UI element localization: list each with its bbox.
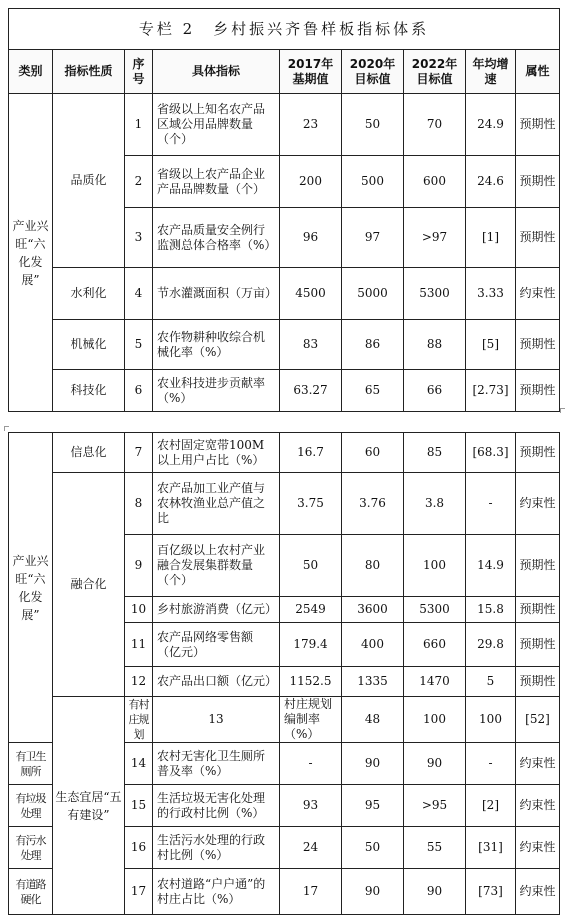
- nature-cell: 有卫生厕所: [9, 743, 53, 785]
- base-cell: 179.4: [280, 623, 342, 667]
- t2020-cell: 1335: [342, 667, 404, 697]
- nature-cell: 融合化: [53, 473, 125, 697]
- indicator-table-part2: [8, 432, 560, 915]
- t2020-cell: 50: [342, 94, 404, 156]
- growth-cell: 15.8: [466, 597, 516, 623]
- seq-cell: 7: [125, 433, 153, 473]
- indicator-cell: 百亿级以上农村产业融合发展集群数量（个）: [153, 535, 280, 597]
- indicator-cell: 省级以上知名农产品区域公用品牌数量（个）: [153, 94, 280, 156]
- base-cell: 83: [280, 320, 342, 370]
- seq-cell: 3: [125, 208, 153, 268]
- header-row: [9, 50, 560, 94]
- category-cell: 产业兴旺“六化发展”: [9, 94, 53, 412]
- table-row: [9, 473, 560, 535]
- header-category: 类别: [9, 50, 53, 94]
- t2020-cell: 5000: [342, 268, 404, 320]
- indicator-cell: 生活垃圾无害化处理的行政村比例（%）: [153, 785, 280, 827]
- base-cell: 16.7: [280, 433, 342, 473]
- growth-cell: 14.9: [466, 535, 516, 597]
- growth-cell: [1]: [466, 208, 516, 268]
- t2022-cell: 600: [404, 156, 466, 208]
- seq-cell: 8: [125, 473, 153, 535]
- t2020-cell: 90: [342, 869, 404, 915]
- indicator-cell: 农村固定宽带100M以上用户占比（%）: [153, 433, 280, 473]
- table-row: [9, 268, 560, 320]
- seq-cell: 1: [125, 94, 153, 156]
- indicator-table-part1: [8, 8, 560, 412]
- growth-cell: -: [466, 743, 516, 785]
- header-attribute: 属性: [516, 50, 560, 94]
- indicator-cell: 农产品网络零售额（亿元）: [153, 623, 280, 667]
- base-cell: 4500: [280, 268, 342, 320]
- table-row: [9, 433, 560, 473]
- growth-cell: [2]: [466, 785, 516, 827]
- base-cell: 3.75: [280, 473, 342, 535]
- nature-cell: 水利化: [53, 268, 125, 320]
- category-cell: 生态宜居“五有建设”: [53, 697, 125, 915]
- table-row: [9, 94, 560, 156]
- indicator-cell: 生活污水处理的行政村比例（%）: [153, 827, 280, 869]
- seq-cell: 5: [125, 320, 153, 370]
- attr-cell: 预期性: [516, 623, 560, 667]
- growth-cell: -: [466, 473, 516, 535]
- base-cell: 200: [280, 156, 342, 208]
- page-corner-mark: [560, 408, 565, 413]
- nature-cell: 科技化: [53, 370, 125, 412]
- seq-cell: 14: [125, 743, 153, 785]
- t2022-cell: 70: [404, 94, 466, 156]
- t2022-cell: 660: [404, 623, 466, 667]
- t2022-cell: 3.8: [404, 473, 466, 535]
- indicator-cell: 节水灌溉面积（万亩）: [153, 268, 280, 320]
- t2022-cell: 85: [404, 433, 466, 473]
- growth-cell: [31]: [466, 827, 516, 869]
- attr-cell: 预期性: [516, 156, 560, 208]
- indicator-cell: 村庄规划编制率（%）: [280, 697, 342, 743]
- indicator-cell: 农产品出口额（亿元）: [153, 667, 280, 697]
- header-growth: 年均增速: [466, 50, 516, 94]
- seq-cell: 10: [125, 597, 153, 623]
- category-cell: 产业兴旺“六化发展”: [9, 433, 53, 743]
- nature-cell: 有道路硬化: [9, 869, 53, 915]
- base-cell: -: [280, 743, 342, 785]
- indicator-cell: 农业科技进步贡献率（%）: [153, 370, 280, 412]
- growth-cell: [68.3]: [466, 433, 516, 473]
- t2020-cell: 400: [342, 623, 404, 667]
- attr-cell: 约束性: [516, 473, 560, 535]
- seq-cell: 12: [125, 667, 153, 697]
- t2022-cell: >97: [404, 208, 466, 268]
- growth-cell: [52]: [516, 697, 560, 743]
- t2022-cell: 90: [404, 743, 466, 785]
- t2022-cell: 55: [404, 827, 466, 869]
- t2022-cell: 88: [404, 320, 466, 370]
- t2020-cell: 97: [342, 208, 404, 268]
- t2022-cell: 66: [404, 370, 466, 412]
- base-cell: 1152.5: [280, 667, 342, 697]
- seq-cell: 9: [125, 535, 153, 597]
- t2020-cell: 90: [342, 743, 404, 785]
- nature-cell: 有村庄规划: [125, 697, 153, 743]
- attr-cell: 约束性: [516, 743, 560, 785]
- seq-cell: 16: [125, 827, 153, 869]
- seq-cell: 4: [125, 268, 153, 320]
- indicator-cell: 乡村旅游消费（亿元）: [153, 597, 280, 623]
- seq-cell: 11: [125, 623, 153, 667]
- attr-cell: 预期性: [516, 433, 560, 473]
- growth-cell: 3.33: [466, 268, 516, 320]
- seq-cell: 6: [125, 370, 153, 412]
- attr-cell: 预期性: [516, 94, 560, 156]
- table-row: [9, 370, 560, 412]
- t2022-cell: 1470: [404, 667, 466, 697]
- nature-cell: 有污水处理: [9, 827, 53, 869]
- t2020-cell: 50: [342, 827, 404, 869]
- attr-cell: 约束性: [516, 869, 560, 915]
- attr-cell: 预期性: [516, 320, 560, 370]
- header-nature: 指标性质: [53, 50, 125, 94]
- nature-cell: 品质化: [53, 94, 125, 268]
- attr-cell: 预期性: [516, 597, 560, 623]
- base-cell: 50: [280, 535, 342, 597]
- growth-cell: 24.9: [466, 94, 516, 156]
- t2022-cell: >95: [404, 785, 466, 827]
- attr-cell: 预期性: [516, 667, 560, 697]
- seq-cell: 17: [125, 869, 153, 915]
- t2020-cell: 3.76: [342, 473, 404, 535]
- attr-cell: 预期性: [516, 535, 560, 597]
- t2020-cell: 95: [342, 785, 404, 827]
- base-cell: 17: [280, 869, 342, 915]
- table-row: [9, 697, 560, 743]
- header-seq: 序号: [125, 50, 153, 94]
- base-cell: 63.27: [280, 370, 342, 412]
- t2020-cell: 80: [342, 535, 404, 597]
- t2020-cell: 86: [342, 320, 404, 370]
- growth-cell: [73]: [466, 869, 516, 915]
- growth-cell: [2.73]: [466, 370, 516, 412]
- base-cell: 23: [280, 94, 342, 156]
- base-cell: 24: [280, 827, 342, 869]
- growth-cell: 5: [466, 667, 516, 697]
- base-cell: 2549: [280, 597, 342, 623]
- growth-cell: 29.8: [466, 623, 516, 667]
- nature-cell: 有垃圾处理: [9, 785, 53, 827]
- header-target-2020: 2020年目标值: [342, 50, 404, 94]
- indicator-cell: 农产品加工业产值与农林牧渔业总产值之比: [153, 473, 280, 535]
- t2020-cell: 60: [342, 433, 404, 473]
- seq-cell: 2: [125, 156, 153, 208]
- t2020-cell: 3600: [342, 597, 404, 623]
- t2022-cell: 5300: [404, 268, 466, 320]
- nature-cell: 信息化: [53, 433, 125, 473]
- indicator-cell: 农村道路“户户通”的村庄占比（%）: [153, 869, 280, 915]
- t2022-cell: 5300: [404, 597, 466, 623]
- base-cell: 96: [280, 208, 342, 268]
- growth-cell: 24.6: [466, 156, 516, 208]
- attr-cell: 约束性: [516, 785, 560, 827]
- attr-cell: 约束性: [516, 827, 560, 869]
- table-row: [9, 320, 560, 370]
- indicator-cell: 农产品质量安全例行监测总体合格率（%）: [153, 208, 280, 268]
- header-indicator: 具体指标: [153, 50, 280, 94]
- t2020-cell: 100: [404, 697, 466, 743]
- header-target-2022: 2022年目标值: [404, 50, 466, 94]
- t2022-cell: 90: [404, 869, 466, 915]
- growth-cell: [5]: [466, 320, 516, 370]
- t2022-cell: 100: [404, 535, 466, 597]
- page-corner-mark: [4, 426, 9, 431]
- indicator-cell: 农村无害化卫生厕所普及率（%）: [153, 743, 280, 785]
- table-title: 专栏 2 乡村振兴齐鲁样板指标体系: [9, 9, 560, 50]
- attr-cell: 预期性: [516, 370, 560, 412]
- base-cell: 93: [280, 785, 342, 827]
- t2020-cell: 500: [342, 156, 404, 208]
- attr-cell: 约束性: [516, 268, 560, 320]
- t2022-cell: 100: [466, 697, 516, 743]
- nature-cell: 机械化: [53, 320, 125, 370]
- seq-cell: 13: [153, 697, 280, 743]
- indicator-cell: 农作物耕种收综合机械化率（%）: [153, 320, 280, 370]
- seq-cell: 15: [125, 785, 153, 827]
- indicator-cell: 省级以上农产品企业产品品牌数量（个）: [153, 156, 280, 208]
- base-cell: 48: [342, 697, 404, 743]
- t2020-cell: 65: [342, 370, 404, 412]
- header-base-2017: 2017年基期值: [280, 50, 342, 94]
- attr-cell: 预期性: [516, 208, 560, 268]
